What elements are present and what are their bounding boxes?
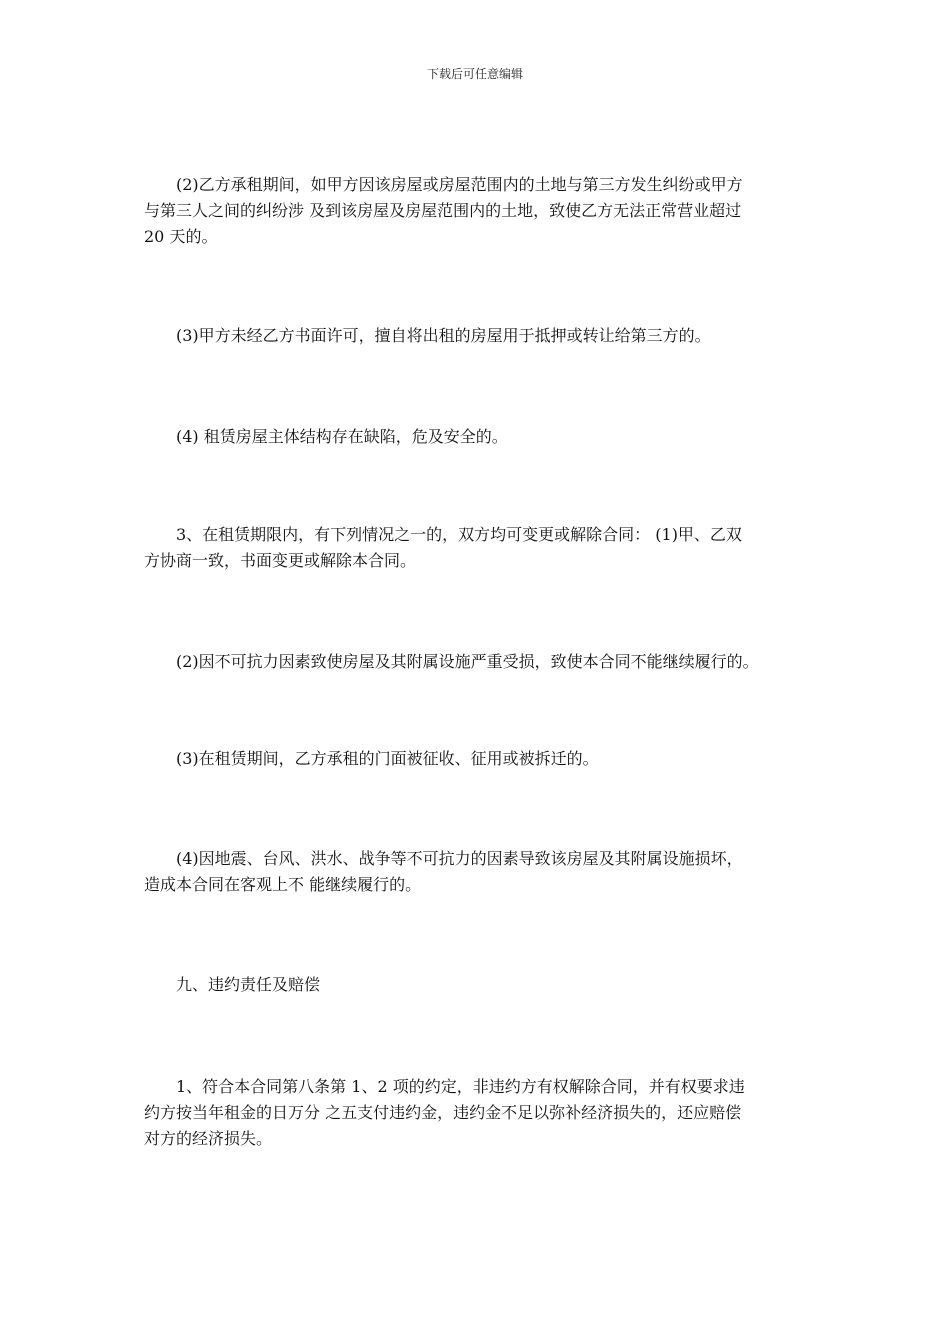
section-3-termination — [144, 522, 816, 574]
text-line: 对方的经济损失。 — [144, 1129, 273, 1148]
text-line: 造成本合同在客观上不 能继续履行的。 — [144, 875, 422, 894]
page-header: 下载后可任意编辑 — [426, 67, 523, 81]
text-line: (2)乙方承租期间，如甲方因该房屋或房屋范围内的土地与第三方发生纠纷或甲方 — [176, 175, 743, 194]
text-line: 20 天的。 — [144, 227, 218, 246]
clause-2-force-majeure — [144, 649, 816, 675]
text-line: (3)甲方未经乙方书面许可，擅自将出租的房屋用于抵押或转让给第三方的。 — [176, 326, 711, 345]
clause-4-natural-disaster — [144, 846, 816, 898]
section-heading-breach — [144, 972, 816, 998]
text-line: 方协商一致，书面变更或解除本合同。 — [144, 551, 417, 570]
text-line: 1、符合本合同第八条第 1、2 项的约定，非违约方有权解除合同，并有权要求违 — [176, 1077, 745, 1096]
text-line: 与第三人之间的纠纷涉 及到该房屋及房屋范围内的土地，致使乙方无法正常营业超过 — [144, 201, 742, 220]
clause-3-expropriation — [144, 746, 816, 772]
text-line: (3)在租赁期间，乙方承租的门面被征收、征用或被拆迁的。 — [176, 749, 599, 768]
clause-2-dispute — [144, 172, 816, 250]
text-line: (4)因地震、台风、洪水、战争等不可抗力的因素导致该房屋及其附属设施损坏， — [176, 849, 743, 868]
text-line: (2)因不可抗力因素致使房屋及其附属设施严重受损，致使本合同不能继续履行的。 — [176, 652, 759, 671]
text-line: (4) 租赁房屋主体结构存在缺陷，危及安全的。 — [176, 427, 508, 446]
clause-4-structure — [144, 424, 816, 450]
text-line: 约方按当年租金的日万分 之五支付违约金，违约金不足以弥补经济损失的，还应赔偿 — [144, 1103, 742, 1122]
section-title: 九、违约责任及赔偿 — [176, 975, 321, 994]
clause-3-mortgage — [144, 323, 816, 349]
section-1-penalty — [144, 1074, 816, 1152]
text-line: 3、在租赁期限内，有下列情况之一的，双方均可变更或解除合同： (1)甲、乙双 — [176, 525, 742, 544]
